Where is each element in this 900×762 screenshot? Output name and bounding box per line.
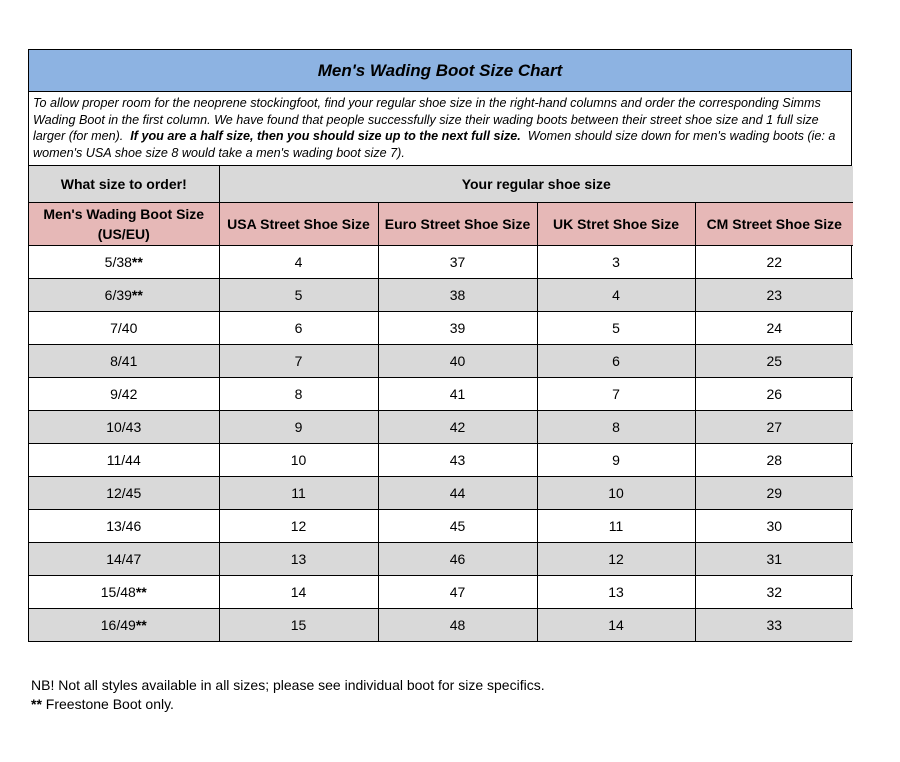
usa-size-cell: 14 <box>219 576 378 609</box>
uk-size-cell: 3 <box>537 246 695 279</box>
table-row <box>29 609 853 642</box>
boot-size-cell: 7/40 <box>29 312 219 345</box>
cm-size-cell: 30 <box>695 510 853 543</box>
usa-size-cell: 6 <box>219 312 378 345</box>
cm-size-cell: 29 <box>695 477 853 510</box>
boot-size-cell: 13/46 <box>29 510 219 543</box>
column-header-cm: CM Street Shoe Size <box>695 203 853 246</box>
intro-text: To allow proper room for the neoprene stockingfoot, find your regular shoe size in the right-hand columns and order the corresponding Simms Wading Boot in the first column. We have found that people successfully size their wading boots between their street shoe size and 1 full size larger (for men). <box>33 96 821 143</box>
group-header-row <box>29 166 853 203</box>
table-row <box>29 378 853 411</box>
cm-size-cell: 27 <box>695 411 853 444</box>
boot-size-cell: 15/48** <box>29 576 219 609</box>
uk-size-cell: 14 <box>537 609 695 642</box>
boot-size-cell: 14/47 <box>29 543 219 576</box>
freestone-marker: ** <box>135 584 147 600</box>
column-header-euro: Euro Street Shoe Size <box>378 203 537 246</box>
column-header-row <box>29 203 853 246</box>
boot-size-cell: 5/38** <box>29 246 219 279</box>
usa-size-cell: 8 <box>219 378 378 411</box>
table-row <box>29 543 853 576</box>
boot-size-cell: 9/42 <box>29 378 219 411</box>
usa-size-cell: 9 <box>219 411 378 444</box>
boot-size-cell: 6/39** <box>29 279 219 312</box>
euro-size-cell: 41 <box>378 378 537 411</box>
boot-size-cell: 10/43 <box>29 411 219 444</box>
size-table-body <box>29 246 853 642</box>
uk-size-cell: 9 <box>537 444 695 477</box>
usa-size-cell: 7 <box>219 345 378 378</box>
euro-size-cell: 37 <box>378 246 537 279</box>
group-header-regular-size: Your regular shoe size <box>219 166 853 203</box>
note-freestone <box>31 695 545 714</box>
uk-size-cell: 5 <box>537 312 695 345</box>
uk-size-cell: 11 <box>537 510 695 543</box>
usa-size-cell: 5 <box>219 279 378 312</box>
footnotes <box>31 676 545 714</box>
cm-size-cell: 25 <box>695 345 853 378</box>
freestone-marker: ** <box>135 617 147 633</box>
euro-size-cell: 39 <box>378 312 537 345</box>
usa-size-cell: 4 <box>219 246 378 279</box>
boot-size-cell: 8/41 <box>29 345 219 378</box>
euro-size-cell: 48 <box>378 609 537 642</box>
euro-size-cell: 47 <box>378 576 537 609</box>
chart-title: Men's Wading Boot Size Chart <box>29 50 851 92</box>
cm-size-cell: 26 <box>695 378 853 411</box>
table-row <box>29 444 853 477</box>
table-row <box>29 411 853 444</box>
cm-size-cell: 24 <box>695 312 853 345</box>
column-header-usa: USA Street Shoe Size <box>219 203 378 246</box>
table-row <box>29 312 853 345</box>
freestone-marker: ** <box>131 254 143 270</box>
boot-size-cell: 11/44 <box>29 444 219 477</box>
boot-size-cell: 12/45 <box>29 477 219 510</box>
intro-text-women: Women should size down for men's wading boots (ie: a women's USA shoe size 8 would take a men's wading boot size 7). <box>33 129 836 160</box>
note-freestone-text: Freestone Boot only. <box>41 696 174 712</box>
euro-size-cell: 40 <box>378 345 537 378</box>
table-row <box>29 576 853 609</box>
uk-size-cell: 12 <box>537 543 695 576</box>
freestone-marker: ** <box>131 287 143 303</box>
group-header-order: What size to order! <box>29 166 219 203</box>
uk-size-cell: 10 <box>537 477 695 510</box>
euro-size-cell: 46 <box>378 543 537 576</box>
intro-emphasis: If you are a half size, then you should size up to the next full size. <box>130 129 521 143</box>
uk-size-cell: 8 <box>537 411 695 444</box>
table-row <box>29 345 853 378</box>
table-row <box>29 279 853 312</box>
euro-size-cell: 42 <box>378 411 537 444</box>
euro-size-cell: 44 <box>378 477 537 510</box>
cm-size-cell: 23 <box>695 279 853 312</box>
table-row <box>29 246 853 279</box>
note-availability: NB! Not all styles available in all sizes; please see individual boot for size specifics. <box>31 677 545 693</box>
table-row <box>29 510 853 543</box>
note-marker: ** <box>31 696 42 712</box>
size-table <box>29 166 853 641</box>
uk-size-cell: 13 <box>537 576 695 609</box>
euro-size-cell: 43 <box>378 444 537 477</box>
column-header-boot-size: Men's Wading Boot Size (US/EU) <box>29 203 219 246</box>
usa-size-cell: 11 <box>219 477 378 510</box>
column-header-uk: UK Stret Shoe Size <box>537 203 695 246</box>
size-chart <box>28 49 852 642</box>
euro-size-cell: 45 <box>378 510 537 543</box>
table-row <box>29 477 853 510</box>
boot-size-cell: 16/49** <box>29 609 219 642</box>
intro-paragraph <box>29 92 851 166</box>
uk-size-cell: 4 <box>537 279 695 312</box>
usa-size-cell: 15 <box>219 609 378 642</box>
uk-size-cell: 6 <box>537 345 695 378</box>
cm-size-cell: 32 <box>695 576 853 609</box>
usa-size-cell: 12 <box>219 510 378 543</box>
euro-size-cell: 38 <box>378 279 537 312</box>
uk-size-cell: 7 <box>537 378 695 411</box>
cm-size-cell: 28 <box>695 444 853 477</box>
usa-size-cell: 13 <box>219 543 378 576</box>
cm-size-cell: 31 <box>695 543 853 576</box>
cm-size-cell: 33 <box>695 609 853 642</box>
cm-size-cell: 22 <box>695 246 853 279</box>
usa-size-cell: 10 <box>219 444 378 477</box>
